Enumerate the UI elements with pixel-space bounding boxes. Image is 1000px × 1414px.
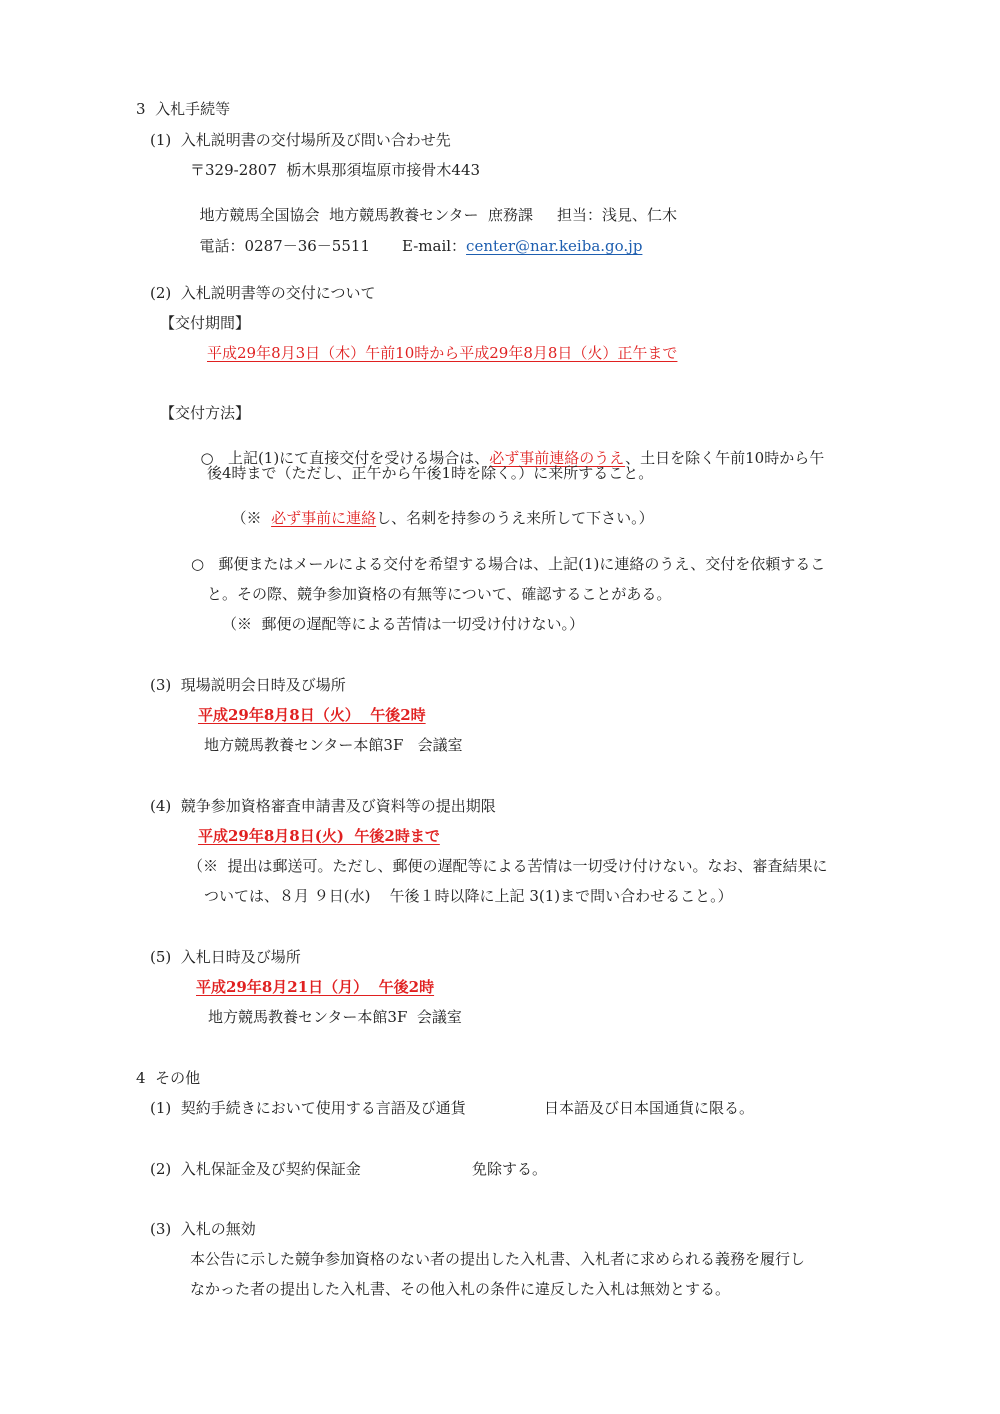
method-1-text-a: ○ 上記(1)にて直接交付を受ける場合は、 [200, 449, 490, 467]
email-label: E-mail： [401, 237, 467, 255]
contact-persons: 担当：浅見、仁木 [557, 206, 678, 224]
issue-period-dates: 平成29年8月3日（木）午前10時から平成29年8月8日（火）正午まで [207, 344, 678, 362]
item-4-2-title: (2) 入札保証金及び契約保証金 [150, 1160, 361, 1178]
method-2-note: （※ 郵便の遅配等による苦情は一切受け付けない。） [222, 615, 585, 633]
method-1-line-1 [191, 436, 824, 466]
organization-name: 地方競馬全国協会 地方競馬教養センター 庶務課 [199, 206, 534, 224]
item-3-2-title: (2) 入札説明書等の交付について [150, 284, 376, 302]
submission-note-line-2: ついては、８月 ９日(水) 午後１時以降に上記 3(1)まで問い合わせること。） [204, 887, 733, 905]
phone-email-line [190, 224, 642, 254]
item-4-1-value: 日本語及び日本国通貨に限る。 [544, 1099, 755, 1117]
item-3-4-title: (4) 競争参加資格審査申請書及び資料等の提出期限 [150, 797, 496, 815]
item-4-2-value: 免除する。 [472, 1160, 548, 1178]
method-1-note [222, 496, 654, 526]
method-1-note-prefix: （※ [231, 509, 272, 527]
item-3-5-title: (5) 入札日時及び場所 [150, 948, 301, 966]
item-3-1-title: (1) 入札説明書の交付場所及び問い合わせ先 [150, 131, 451, 149]
invalid-bid-line-2: なかった者の提出した入札書、その他入札の条件に違反した入札は無効とする。 [190, 1280, 731, 1298]
email-link[interactable]: center@nar.keiba.go.jp [466, 237, 643, 255]
bid-place: 地方競馬教養センター本館3F 会議室 [208, 1008, 462, 1026]
item-4-1-title: (1) 契約手続きにおいて使用する言語及び通貨 [150, 1099, 466, 1117]
item-3-3-title: (3) 現場説明会日時及び場所 [150, 676, 346, 694]
method-2-line-2: と。その際、競争参加資格の有無等について、確認することがある。 [207, 585, 672, 603]
site-briefing-date: 平成29年8月8日（火） 午後2時 [198, 706, 426, 724]
phone-number: 電話：0287－36－5511 [199, 237, 370, 255]
site-briefing-place: 地方競馬教養センター本館3F 会議室 [204, 736, 463, 754]
section-4-heading: 4 その他 [136, 1069, 201, 1087]
address-line: 〒329-2807 栃木県那須塩原市接骨木443 [190, 161, 481, 179]
issue-period-label: 【交付期間】 [160, 314, 251, 332]
bid-date: 平成29年8月21日（月） 午後2時 [196, 978, 435, 996]
submission-note-line-1: （※ 提出は郵送可。ただし、郵便の遅配等による苦情は一切受け付けない。なお、審査結果に [188, 857, 828, 875]
organization-line [190, 193, 677, 223]
method-1-note-emphasis: 必ず事前に連絡 [271, 509, 377, 527]
item-4-3-title: (3) 入札の無効 [150, 1220, 256, 1238]
invalid-bid-line-1: 本公告に示した競争参加資格のない者の提出した入札書、入札者に求められる義務を履行し [190, 1250, 806, 1268]
method-1-text-b: 、土日を除く午前10時から午 [625, 449, 825, 467]
method-1-note-text: し、名刺を持参のうえ来所して下さい。） [376, 509, 654, 527]
method-1-emphasis: 必ず事前連絡のうえ [489, 449, 626, 467]
submission-deadline: 平成29年8月8日(火) 午後2時まで [198, 827, 440, 845]
section-3-heading: 3 入札手続等 [136, 100, 231, 118]
method-2-line-1: ○ 郵便またはメールによる交付を希望する場合は、上記(1)に連絡のうえ、交付を依頼するこ [191, 555, 826, 573]
method-1-line-2: 後4時まで（ただし、正午から午後1時を除く。）に来所すること。 [207, 464, 654, 482]
issue-method-label: 【交付方法】 [160, 404, 251, 422]
